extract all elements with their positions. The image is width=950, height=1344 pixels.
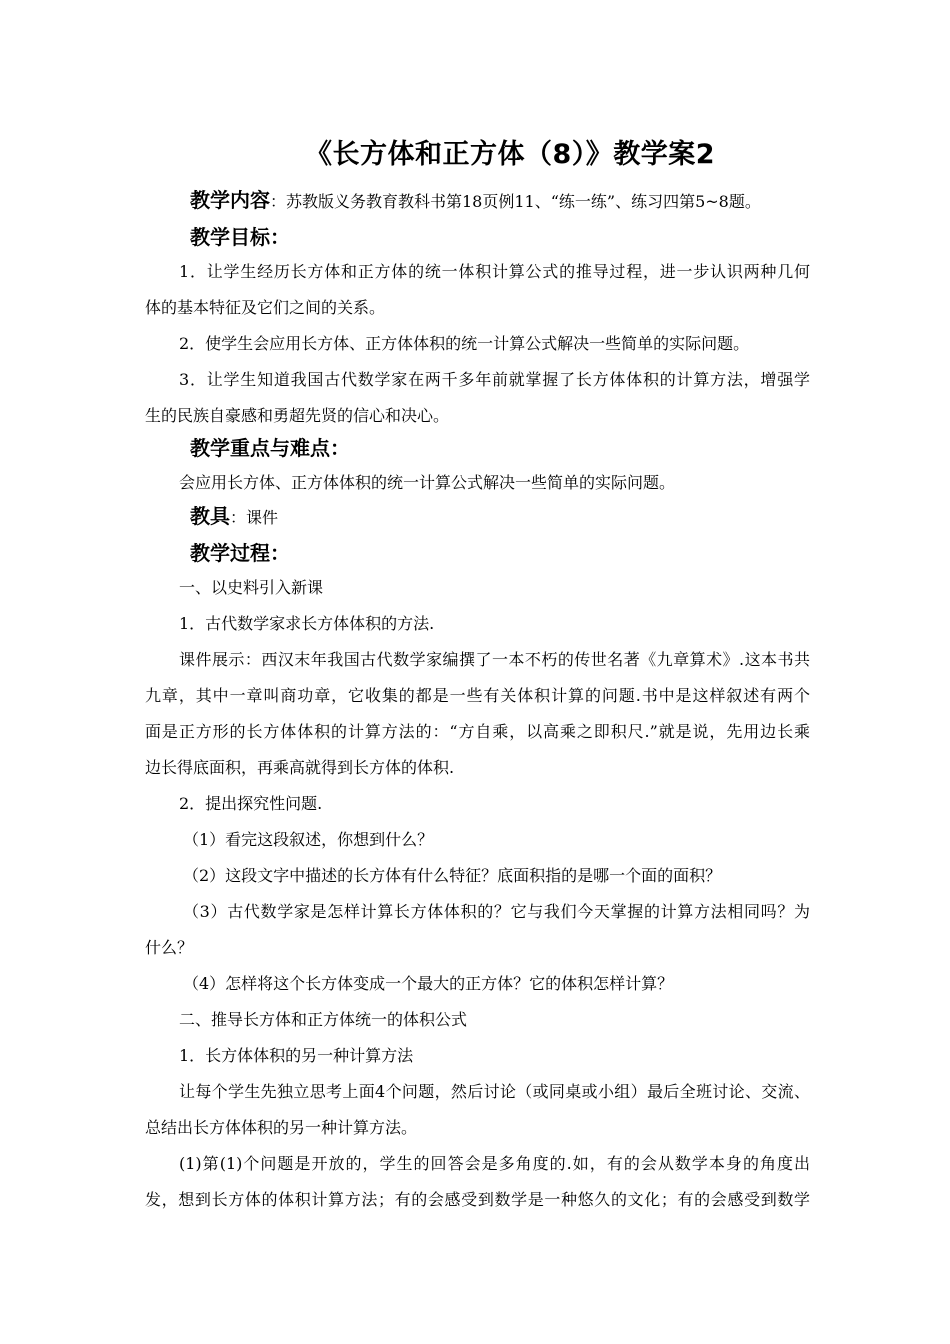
- section-1-heading: 一、以史料引入新课: [179, 578, 324, 597]
- question-4: （4）怎样将这个长方体变成一个最大的正方体？它的体积怎样计算？: [183, 974, 674, 993]
- objective-3-line-2: 生的民族自豪感和勇超先贤的信心和决心。: [145, 406, 450, 425]
- keypoints-heading: 教学重点与难点：: [190, 436, 350, 460]
- history-para-line-3: 面是正方形的长方体体积的计算方法的：“方自乘，以高乘之即积尺.”就是说，先用边长乘: [145, 722, 810, 741]
- objectives-heading: 教学目标：: [190, 225, 290, 249]
- question-1: （1）看完这段叙述，你想到什么？: [183, 830, 434, 849]
- keypoints-text: 会应用长方体、正方体体积的统一计算公式解决一些简单的实际问题。: [179, 473, 676, 492]
- history-para-line-2: 九章，其中一章叫商功章，它收集的都是一些有关体积计算的问题.书中是这样叙述有两个: [145, 686, 810, 705]
- document-title: 《长方体和正方体（8）》教学案2: [304, 139, 716, 170]
- question-2: （2）这段文字中描述的长方体有什么特征？底面积指的是哪一个面的面积？: [183, 866, 722, 885]
- content-heading: [190, 188, 761, 214]
- discussion-para-line-2: 总结出长方体体积的另一种计算方法。: [145, 1118, 418, 1137]
- process-heading: 教学过程：: [190, 541, 290, 565]
- question-3-line-2: 什么？: [145, 938, 194, 957]
- objective-2: 2．使学生会应用长方体、正方体体积的统一计算公式解决一些简单的实际问题。: [179, 334, 750, 353]
- step-2-1: 1．长方体体积的另一种计算方法: [179, 1046, 414, 1065]
- objective-1-line-2: 体的基本特征及它们之间的关系。: [145, 298, 386, 317]
- tools-text: ：课件: [230, 508, 279, 527]
- history-para-line-1: 课件展示：西汉末年我国古代数学家编撰了一本不朽的传世名著《九章算术》.这本书共: [179, 650, 810, 669]
- section-2-heading: 二、推导长方体和正方体统一的体积公式: [179, 1010, 468, 1029]
- answer-para-line-2: 发，想到长方体的体积计算方法；有的会感受到数学是一种悠久的文化；有的会感受到数学: [145, 1190, 810, 1209]
- content-label: 教学内容: [190, 188, 270, 212]
- history-para-line-4: 边长得底面积，再乘高就得到长方体的体积.: [145, 758, 455, 777]
- tools-label: 教具: [190, 504, 230, 528]
- step-1-2: 2．提出探究性问题.: [179, 794, 323, 813]
- objective-3-line-1: 3．让学生知道我国古代数学家在两千多年前就掌握了长方体体积的计算方法，增强学: [179, 370, 810, 389]
- answer-para-line-1: (1)第(1)个问题是开放的，学生的回答会是多角度的.如，有的会从数学本身的角度出: [179, 1154, 810, 1173]
- question-3-line-1: （3）古代数学家是怎样计算长方体体积的？它与我们今天掌握的计算方法相同吗？为: [183, 902, 810, 921]
- tools-heading: [190, 504, 278, 530]
- step-1-1: 1．古代数学家求长方体体积的方法.: [179, 614, 435, 633]
- content-text: ：苏教版义务教育教科书第18页例11、“练一练”、练习四第5~8题。: [270, 192, 761, 211]
- discussion-para-line-1: 让每个学生先独立思考上面4个问题，然后讨论（或同桌或小组）最后全班讨论、交流、: [179, 1082, 810, 1101]
- objective-1-line-1: 1．让学生经历长方体和正方体的统一体积计算公式的推导过程，进一步认识两种几何: [179, 262, 810, 281]
